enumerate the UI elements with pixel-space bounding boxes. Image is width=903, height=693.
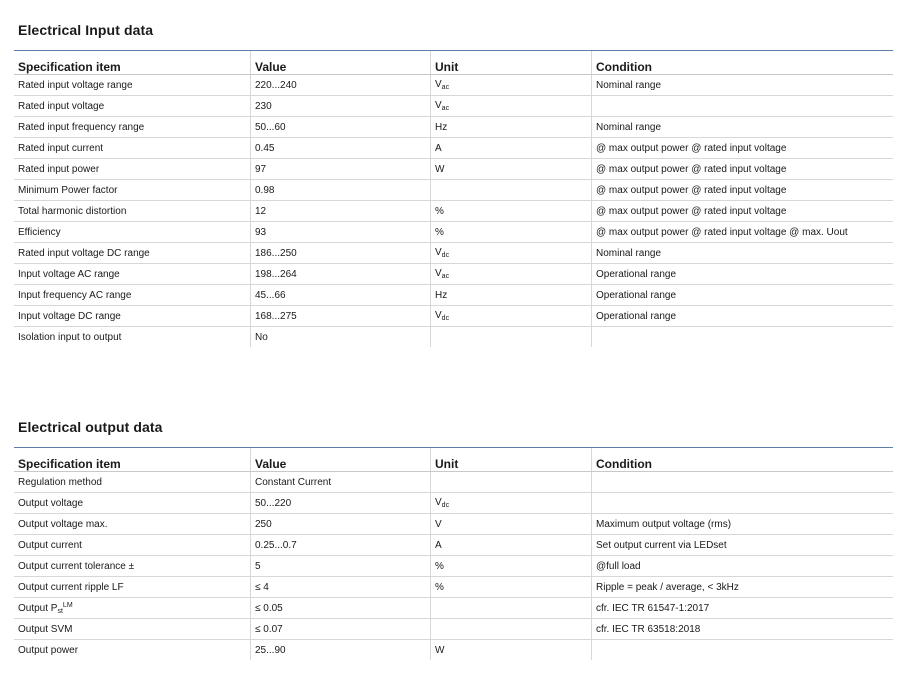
header-condition: Condition xyxy=(592,448,894,472)
condition-cell: @ max output power @ rated input voltage xyxy=(592,138,894,159)
unit-label: V xyxy=(435,268,442,279)
header-unit: Unit xyxy=(431,448,592,472)
table-row xyxy=(14,493,893,514)
unit-label: Hz xyxy=(435,289,448,301)
spec-item-label: Rated input power xyxy=(18,163,100,175)
spec-item-cell xyxy=(14,640,251,661)
unit-cell xyxy=(431,556,592,577)
condition-cell: Set output current via LEDset xyxy=(592,535,894,556)
spec-item-cell xyxy=(14,117,251,138)
spec-item-label: Regulation method xyxy=(18,476,102,488)
table-row xyxy=(14,201,893,222)
spec-item-label: Output current ripple LF xyxy=(18,581,124,593)
spec-item-cell xyxy=(14,75,251,96)
spec-item-label: Output SVM xyxy=(18,623,73,635)
spec-item-label: Output current xyxy=(18,539,82,551)
condition-cell: cfr. IEC TR 61547-1:2017 xyxy=(592,598,894,619)
spec-item-label: Output power xyxy=(18,644,79,656)
electrical-output-section xyxy=(14,417,893,660)
spec-item-cell xyxy=(14,493,251,514)
spec-item-cell xyxy=(14,306,251,327)
condition-cell: Ripple = peak / average, < 3kHz xyxy=(592,577,894,598)
table-row xyxy=(14,96,893,117)
table-row xyxy=(14,180,893,201)
condition-cell: @ max output power @ rated input voltage xyxy=(592,159,894,180)
unit-label: Hz xyxy=(435,121,448,133)
condition-cell: Operational range xyxy=(592,306,894,327)
spec-item-cell xyxy=(14,159,251,180)
spec-item-label: Total harmonic distortion xyxy=(18,205,127,217)
value-cell: 12 xyxy=(251,201,431,222)
spec-item-label: Rated input current xyxy=(18,142,104,154)
value-cell: 0.25...0.7 xyxy=(251,535,431,556)
table-body xyxy=(14,75,893,348)
value-cell: 50...220 xyxy=(251,493,431,514)
spec-item-cell xyxy=(14,598,251,619)
condition-cell: Operational range xyxy=(592,285,894,306)
unit-label: V xyxy=(435,79,442,90)
unit-cell xyxy=(431,535,592,556)
value-cell: 230 xyxy=(251,96,431,117)
value-cell: ≤ 4 xyxy=(251,577,431,598)
header-specification-item: Specification item xyxy=(14,448,251,472)
spec-item-cell xyxy=(14,514,251,535)
spec-item-cell xyxy=(14,619,251,640)
table-row xyxy=(14,619,893,640)
condition-cell: @full load xyxy=(592,556,894,577)
unit-label: V xyxy=(435,310,442,321)
spec-item-label: Rated input frequency range xyxy=(18,121,145,133)
spec-item-label: Output voltage xyxy=(18,497,84,509)
table-row xyxy=(14,598,893,619)
header-value: Value xyxy=(251,51,431,75)
header-value: Value xyxy=(251,448,431,472)
spec-item-label: Output P xyxy=(18,602,58,614)
header-specification-item: Specification item xyxy=(14,51,251,75)
unit-cell xyxy=(431,96,592,117)
unit-subscript: ac xyxy=(441,84,450,91)
value-cell: ≤ 0.05 xyxy=(251,598,431,619)
unit-label: W xyxy=(435,163,445,175)
table-header-row xyxy=(14,448,893,472)
value-cell: 0.98 xyxy=(251,180,431,201)
spec-item-cell xyxy=(14,222,251,243)
unit-cell xyxy=(431,285,592,306)
spec-item-cell xyxy=(14,243,251,264)
unit-label: W xyxy=(435,644,445,656)
header-condition: Condition xyxy=(592,51,894,75)
unit-label: A xyxy=(435,539,442,551)
condition-cell xyxy=(592,96,894,117)
unit-label: V xyxy=(435,518,442,530)
table-row xyxy=(14,535,893,556)
value-cell: 198...264 xyxy=(251,264,431,285)
value-cell: 0.45 xyxy=(251,138,431,159)
condition-cell: Maximum output voltage (rms) xyxy=(592,514,894,535)
spec-item-cell xyxy=(14,201,251,222)
value-cell: 93 xyxy=(251,222,431,243)
spec-item-label: Minimum Power factor xyxy=(18,184,118,196)
unit-subscript: dc xyxy=(441,252,450,259)
condition-cell: @ max output power @ rated input voltage @ max. Uout xyxy=(592,222,894,243)
condition-cell: Nominal range xyxy=(592,243,894,264)
unit-label: V xyxy=(435,247,442,258)
table-body xyxy=(14,472,893,661)
table-row xyxy=(14,514,893,535)
unit-cell xyxy=(431,472,592,493)
table-row xyxy=(14,159,893,180)
condition-cell: Nominal range xyxy=(592,117,894,138)
condition-cell: cfr. IEC TR 63518:2018 xyxy=(592,619,894,640)
unit-cell xyxy=(431,619,592,640)
unit-cell xyxy=(431,493,592,514)
condition-cell: Operational range xyxy=(592,264,894,285)
spec-item-label: Isolation input to output xyxy=(18,331,122,343)
unit-cell xyxy=(431,159,592,180)
table-row xyxy=(14,577,893,598)
section-title: Electrical output data xyxy=(18,419,163,435)
unit-cell xyxy=(431,577,592,598)
section-title: Electrical Input data xyxy=(18,22,154,38)
spec-item-cell xyxy=(14,472,251,493)
spec-item-label: Efficiency xyxy=(18,226,61,238)
condition-cell xyxy=(592,327,894,348)
condition-cell xyxy=(592,640,894,661)
unit-subscript: dc xyxy=(441,502,450,509)
unit-cell xyxy=(431,117,592,138)
electrical-input-table xyxy=(14,51,893,347)
condition-cell xyxy=(592,493,894,514)
unit-cell xyxy=(431,514,592,535)
electrical-input-section xyxy=(14,20,893,347)
header-unit: Unit xyxy=(431,51,592,75)
unit-label: A xyxy=(435,142,442,154)
unit-label: V xyxy=(435,100,442,111)
electrical-output-table xyxy=(14,448,893,660)
table-row xyxy=(14,472,893,493)
table-row xyxy=(14,327,893,348)
spec-item-label: Output voltage max. xyxy=(18,518,108,530)
spec-item-cell xyxy=(14,285,251,306)
unit-label: % xyxy=(435,560,444,572)
spec-item-cell xyxy=(14,535,251,556)
unit-cell xyxy=(431,327,592,348)
unit-cell xyxy=(431,222,592,243)
unit-label: % xyxy=(435,226,444,238)
spec-item-label: Input voltage DC range xyxy=(18,310,121,322)
table-row xyxy=(14,306,893,327)
value-cell: ≤ 0.07 xyxy=(251,619,431,640)
unit-cell xyxy=(431,180,592,201)
table-row xyxy=(14,222,893,243)
value-cell: 250 xyxy=(251,514,431,535)
table-row xyxy=(14,117,893,138)
spec-item-cell xyxy=(14,556,251,577)
value-cell: 168...275 xyxy=(251,306,431,327)
value-cell: 186...250 xyxy=(251,243,431,264)
value-cell: 5 xyxy=(251,556,431,577)
unit-cell xyxy=(431,201,592,222)
unit-subscript: ac xyxy=(441,273,450,280)
value-cell: Constant Current xyxy=(251,472,431,493)
value-cell: 220...240 xyxy=(251,75,431,96)
unit-cell xyxy=(431,598,592,619)
spec-item-cell xyxy=(14,138,251,159)
condition-cell: @ max output power @ rated input voltage xyxy=(592,180,894,201)
table-row xyxy=(14,75,893,96)
condition-cell: @ max output power @ rated input voltage xyxy=(592,201,894,222)
unit-cell xyxy=(431,243,592,264)
spec-item-label: Input voltage AC range xyxy=(18,268,120,280)
unit-cell xyxy=(431,75,592,96)
unit-cell xyxy=(431,138,592,159)
value-cell: 97 xyxy=(251,159,431,180)
table-row xyxy=(14,556,893,577)
unit-label: % xyxy=(435,581,444,593)
value-cell: 50...60 xyxy=(251,117,431,138)
condition-cell xyxy=(592,472,894,493)
value-cell: 45...66 xyxy=(251,285,431,306)
table-row xyxy=(14,264,893,285)
spec-item-label: Rated input voltage DC range xyxy=(18,247,150,259)
spec-item-cell xyxy=(14,180,251,201)
table-row xyxy=(14,285,893,306)
spec-item-cell xyxy=(14,264,251,285)
spec-item-cell xyxy=(14,577,251,598)
unit-label: V xyxy=(435,497,442,508)
spec-item-cell xyxy=(14,96,251,117)
spec-item-subscript: st xyxy=(57,607,63,615)
spec-item-superscript: LM xyxy=(62,601,73,609)
table-row xyxy=(14,640,893,661)
value-cell: No xyxy=(251,327,431,348)
unit-cell xyxy=(431,640,592,661)
unit-cell xyxy=(431,264,592,285)
spec-item-label: Rated input voltage xyxy=(18,100,105,112)
spec-item-cell xyxy=(14,327,251,348)
table-header-row xyxy=(14,51,893,75)
spec-item-label: Input frequency AC range xyxy=(18,289,132,301)
unit-cell xyxy=(431,306,592,327)
value-cell: 25...90 xyxy=(251,640,431,661)
unit-subscript: dc xyxy=(441,315,450,322)
unit-subscript: ac xyxy=(441,105,450,112)
table-row xyxy=(14,243,893,264)
unit-label: % xyxy=(435,205,444,217)
condition-cell: Nominal range xyxy=(592,75,894,96)
table-row xyxy=(14,138,893,159)
spec-item-label: Rated input voltage range xyxy=(18,79,133,91)
spec-item-label: Output current tolerance ± xyxy=(18,560,135,572)
